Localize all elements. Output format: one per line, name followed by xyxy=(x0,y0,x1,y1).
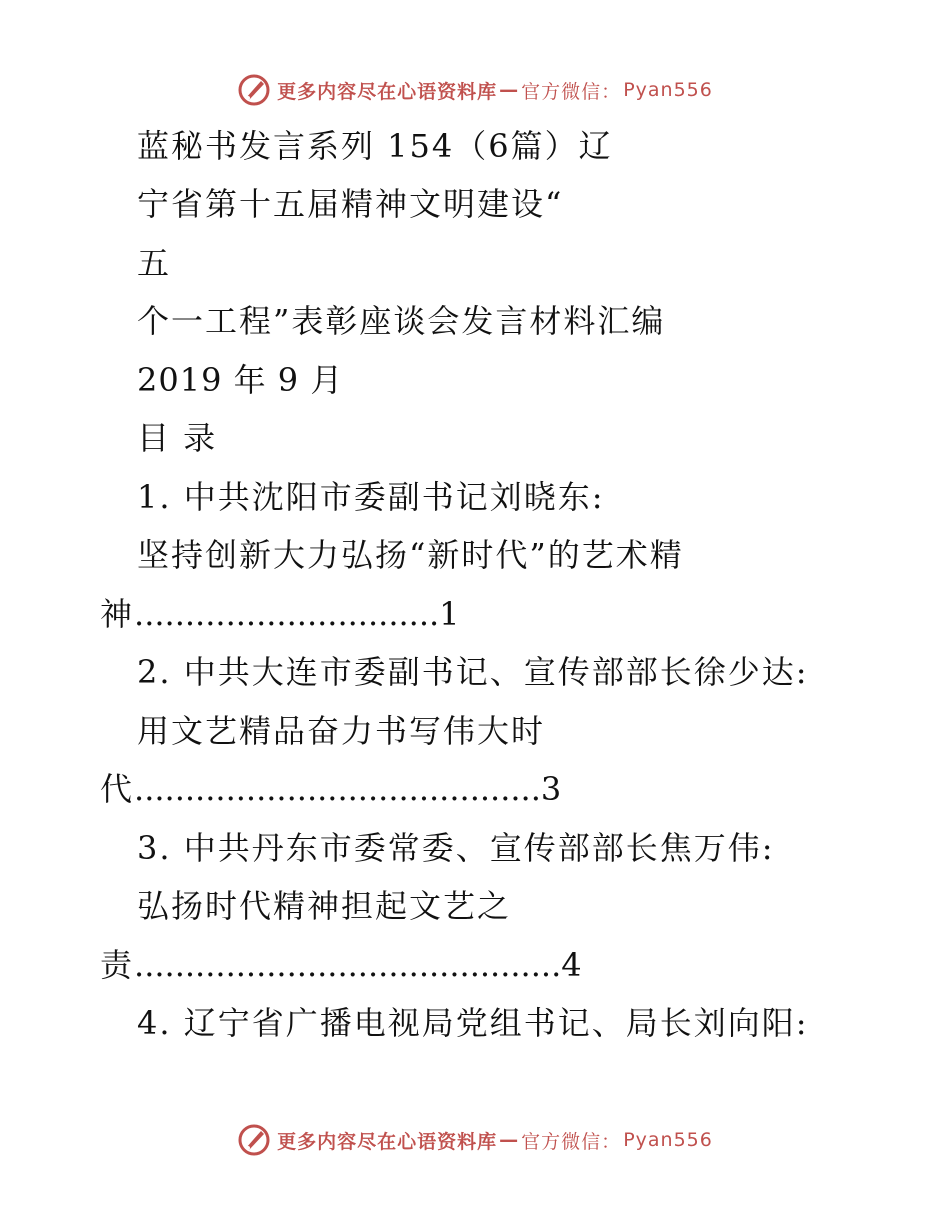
toc-entry-3-end-char: 责 xyxy=(100,946,135,984)
pen-logo-icon xyxy=(237,1123,271,1157)
toc-entry-2-speaker: 2. 中共大连市委副书记、宣传部部长徐少达: xyxy=(137,653,809,691)
banner-account: Pyan556 xyxy=(623,1129,713,1151)
toc-entry-3-speaker: 3. 中共丹东市委常委、宣传部部长焦万伟: xyxy=(137,829,775,867)
banner-brand: 更多内容尽在心语资料库 xyxy=(277,80,498,103)
toc-heading: 目 录 xyxy=(137,419,218,457)
toc-entry-1-leader-line xyxy=(100,594,462,634)
banner-account: Pyan556 xyxy=(623,79,713,101)
banner-dash: — xyxy=(499,1129,520,1151)
footer-banner xyxy=(0,1120,950,1160)
doc-title-line-4: 个一工程”表彰座谈会发言材料汇编 xyxy=(137,302,666,340)
banner-wechat-label: 官方微信： xyxy=(521,1130,622,1153)
toc-entry-2-leader-line xyxy=(100,769,563,809)
toc-entry-1-title: 坚持创新大力弘扬“新时代”的艺术精 xyxy=(137,536,684,574)
doc-date: 2019 年 9 月 xyxy=(137,361,344,399)
doc-title-line-2: 宁省第十五届精神文明建设“ xyxy=(137,185,564,223)
toc-entry-3-leader: .......................................... xyxy=(134,946,562,984)
toc-entry-3-page: 4 xyxy=(561,946,584,984)
toc-entry-1-speaker: 1. 中共沈阳市委副书记刘晓东: xyxy=(137,478,605,516)
doc-title-line-3: 五 xyxy=(137,244,172,282)
toc-entry-2-leader: ........................................ xyxy=(134,770,541,808)
banner-dash: — xyxy=(499,79,520,101)
toc-entry-1-end-char: 神 xyxy=(100,595,135,633)
toc-entry-3-leader-line xyxy=(100,945,584,985)
toc-entry-4-speaker: 4. 辽宁省广播电视局党组书记、局长刘向阳: xyxy=(137,1004,809,1042)
pen-logo-icon xyxy=(237,73,271,107)
toc-entry-3-title: 弘扬时代精神担起文艺之 xyxy=(137,887,512,925)
toc-entry-2-page: 3 xyxy=(540,770,564,808)
toc-entry-1-leader: .............................. xyxy=(134,595,440,633)
banner-brand: 更多内容尽在心语资料库 xyxy=(277,1130,498,1153)
banner-wechat-label: 官方微信： xyxy=(521,80,622,103)
toc-entry-2-end-char: 代 xyxy=(100,770,135,808)
header-banner xyxy=(0,70,950,110)
toc-entry-2-title: 用文艺精品奋力书写伟大时 xyxy=(137,712,546,750)
toc-entry-1-page: 1 xyxy=(439,595,462,633)
doc-title-line-1: 蓝秘书发言系列 154（6篇）辽 xyxy=(137,127,613,165)
